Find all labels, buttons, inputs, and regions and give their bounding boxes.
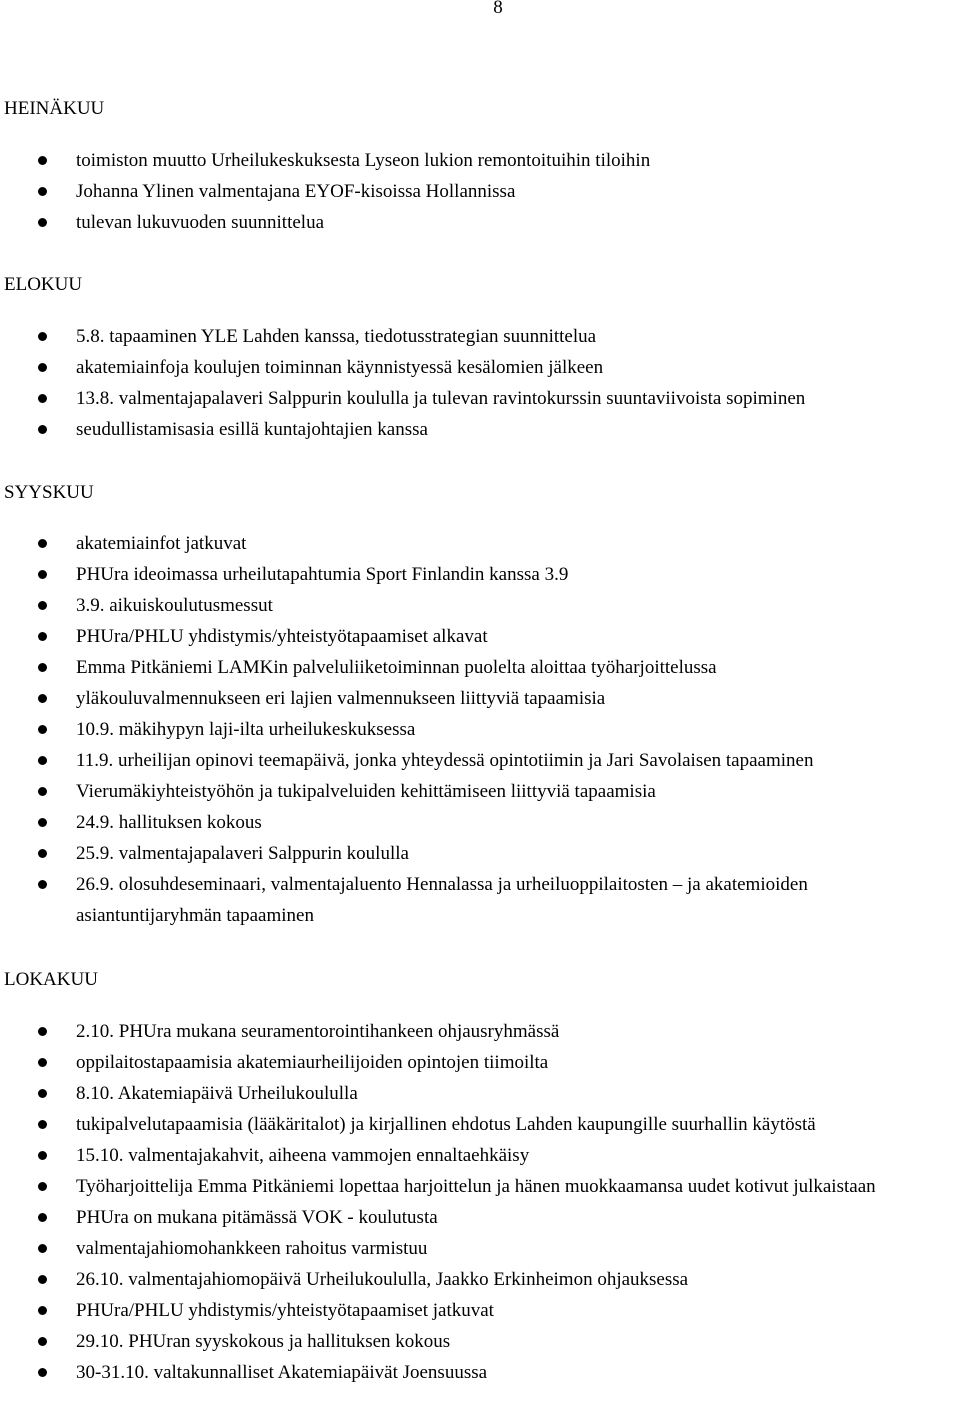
list-item: PHUra/PHLU yhdistymis/yhteistyötapaamiset jatkuvat	[0, 1295, 960, 1326]
list-item: 13.8. valmentajapalaveri Salppurin koululla ja tulevan ravintokurssin suuntaviivoista sopiminen	[0, 383, 960, 414]
list-item: Emma Pitkäniemi LAMKin palveluliiketoiminnan puolelta aloittaa työharjoittelussa	[0, 652, 960, 683]
list-heinakuu	[0, 145, 960, 238]
list-item: toimiston muutto Urheilukeskuksesta Lyseon lukion remontoituihin tiloihin	[0, 145, 960, 176]
list-item: yläkouluvalmennukseen eri lajien valmennukseen liittyviä tapaamisia	[0, 683, 960, 714]
list-item: tulevan lukuvuoden suunnittelua	[0, 207, 960, 238]
page-number: 8	[493, 0, 503, 18]
list-syyskuu	[0, 528, 960, 931]
list-item: 8.10. Akatemiapäivä Urheilukoululla	[0, 1078, 960, 1109]
list-elokuu	[0, 321, 960, 445]
list-item: 30-31.10. valtakunnalliset Akatemiapäivät Joensuussa	[0, 1357, 960, 1388]
list-item: 10.9. mäkihypyn laji-ilta urheilukeskuksessa	[0, 714, 960, 745]
list-item: 2.10. PHUra mukana seuramentorointihankeen ohjausryhmässä	[0, 1016, 960, 1047]
list-item: tukipalvelutapaamisia (lääkäritalot) ja kirjallinen ehdotus Lahden kaupungille suurhallin käytöstä	[0, 1109, 960, 1140]
list-item: akatemiainfot jatkuvat	[0, 528, 960, 559]
list-item: 15.10. valmentajakahvit, aiheena vammojen ennaltaehkäisy	[0, 1140, 960, 1171]
list-item: 5.8. tapaaminen YLE Lahden kanssa, tiedotusstrategian suunnittelua	[0, 321, 960, 352]
list-item: 24.9. hallituksen kokous	[0, 807, 960, 838]
list-lokakuu	[0, 1016, 960, 1388]
section-heading-elokuu: ELOKUU	[4, 274, 83, 295]
list-item: oppilaitostapaamisia akatemiaurheilijoiden opintojen tiimoilta	[0, 1047, 960, 1078]
list-item: Vierumäkiyhteistyöhön ja tukipalveluiden kehittämiseen liittyviä tapaamisia	[0, 776, 960, 807]
list-item: Johanna Ylinen valmentajana EYOF-kisoissa Hollannissa	[0, 176, 960, 207]
list-item: valmentajahiomohankkeen rahoitus varmistuu	[0, 1233, 960, 1264]
list-item: 11.9. urheilijan opinovi teemapäivä, jonka yhteydessä opintotiimin ja Jari Savolaisen tapaaminen	[0, 745, 960, 776]
list-item: 29.10. PHUran syyskokous ja hallituksen kokous	[0, 1326, 960, 1357]
list-item: 26.9. olosuhdeseminaari, valmentajaluento Hennalassa ja urheiluoppilaitosten – ja akatemioiden asiantuntijaryhmän tapaaminen	[0, 869, 960, 931]
section-heading-lokakuu: LOKAKUU	[4, 969, 98, 990]
section-heading-heinakuu: HEINÄKUU	[4, 98, 105, 119]
list-item: PHUra ideoimassa urheilutapahtumia Sport Finlandin kanssa 3.9	[0, 559, 960, 590]
list-item: PHUra on mukana pitämässä VOK - koulutusta	[0, 1202, 960, 1233]
section-heading-syyskuu: SYYSKUU	[4, 482, 94, 503]
list-item: Työharjoittelija Emma Pitkäniemi lopettaa harjoittelun ja hänen muokkaamansa uudet kotivut julkaistaan	[0, 1171, 960, 1202]
list-item: 3.9. aikuiskoulutusmessut	[0, 590, 960, 621]
list-item: akatemiainfoja koulujen toiminnan käynnistyessä kesälomien jälkeen	[0, 352, 960, 383]
list-item: 26.10. valmentajahiomopäivä Urheilukoululla, Jaakko Erkinheimon ohjauksessa	[0, 1264, 960, 1295]
list-item: PHUra/PHLU yhdistymis/yhteistyötapaamiset alkavat	[0, 621, 960, 652]
list-item: seudullistamisasia esillä kuntajohtajien kanssa	[0, 414, 960, 445]
list-item: 25.9. valmentajapalaveri Salppurin koululla	[0, 838, 960, 869]
